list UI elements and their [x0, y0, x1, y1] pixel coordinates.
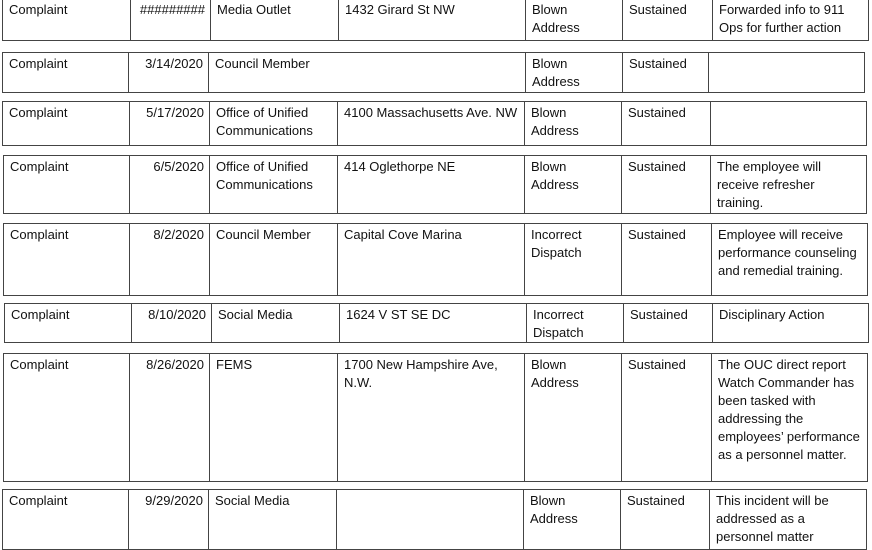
table-row	[2, 52, 865, 93]
issue-cell: Blown Address	[525, 354, 622, 482]
date-cell: 8/26/2020	[130, 354, 210, 482]
finding-cell: Sustained	[622, 102, 711, 146]
location-cell: 414 Oglethorpe NE	[338, 156, 525, 214]
finding-cell: Sustained	[623, 0, 713, 41]
action-cell: Disciplinary Action	[713, 304, 869, 343]
issue-cell: Incorrect Dispatch	[525, 224, 622, 296]
location-cell: Capital Cove Marina	[338, 224, 525, 296]
issue-cell: Incorrect Dispatch	[527, 304, 624, 343]
type-cell: Complaint	[4, 224, 130, 296]
finding-cell: Sustained	[622, 156, 711, 214]
action-cell: Employee will receive performance counseling and remedial training.	[712, 224, 868, 296]
type-cell: Complaint	[4, 156, 130, 214]
issue-cell: Blown Address	[525, 156, 622, 214]
type-cell: Complaint	[5, 304, 132, 343]
issue-cell: Blown Address	[526, 53, 623, 93]
action-cell: The OUC direct report Watch Commander has been tasked with addressing the employees’ performance as a personnel matter.	[712, 354, 868, 482]
type-cell: Complaint	[3, 53, 129, 93]
date-cell: 5/17/2020	[130, 102, 210, 146]
location-cell: 1624 V ST SE DC	[340, 304, 527, 343]
source-cell: Social Media	[209, 490, 337, 550]
source-cell: Office of Unified Communications	[210, 102, 338, 146]
finding-cell: Sustained	[624, 304, 713, 343]
type-cell: Complaint	[4, 354, 130, 482]
action-cell: Forwarded info to 911 Ops for further action	[713, 0, 869, 41]
issue-cell: Blown Address	[526, 0, 623, 41]
source-cell: FEMS	[210, 354, 338, 482]
table-row	[2, 489, 867, 550]
finding-cell: Sustained	[621, 490, 710, 550]
source-cell: Council Member	[209, 53, 526, 93]
date-cell: #########	[131, 0, 211, 41]
action-cell: The employee will receive refresher training.	[711, 156, 867, 214]
date-cell: 8/10/2020	[132, 304, 212, 343]
type-cell: Complaint	[3, 490, 129, 550]
date-cell: 3/14/2020	[129, 53, 209, 93]
finding-cell: Sustained	[622, 354, 712, 482]
source-cell: Council Member	[210, 224, 338, 296]
table-row	[2, 101, 867, 146]
issue-cell: Blown Address	[524, 490, 621, 550]
finding-cell: Sustained	[622, 224, 712, 296]
finding-cell: Sustained	[623, 53, 709, 93]
source-cell: Social Media	[212, 304, 340, 343]
table-row	[3, 223, 868, 296]
table-row	[3, 155, 867, 214]
table-row	[3, 353, 868, 482]
table-row	[2, 0, 869, 41]
type-cell: Complaint	[3, 102, 130, 146]
location-cell: 1700 New Hampshire Ave, N.W.	[338, 354, 525, 482]
action-cell: This incident will be addressed as a personnel matter	[710, 490, 867, 550]
date-cell: 8/2/2020	[130, 224, 210, 296]
source-cell: Media Outlet	[211, 0, 339, 41]
action-cell	[709, 53, 865, 93]
source-cell: Office of Unified Communications	[210, 156, 338, 214]
issue-cell: Blown Address	[525, 102, 622, 146]
location-cell: 1432 Girard St NW	[339, 0, 526, 41]
date-cell: 9/29/2020	[129, 490, 209, 550]
table-row	[4, 303, 869, 343]
action-cell	[711, 102, 867, 146]
type-cell: Complaint	[3, 0, 131, 41]
location-cell: 4100 Massachusetts Ave. NW	[338, 102, 525, 146]
location-cell	[337, 490, 524, 550]
date-cell: 6/5/2020	[130, 156, 210, 214]
